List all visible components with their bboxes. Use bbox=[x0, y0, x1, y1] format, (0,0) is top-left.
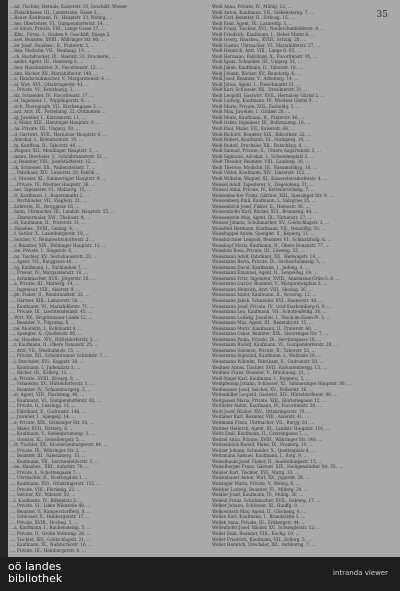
directory-entry: Weiß Johann, Bäcker, XV., Reindorfg. 6, … bbox=[212, 70, 302, 76]
directory-entry: Weiß Paul, Maler, VII., Kaiserstr. 68, … bbox=[212, 126, 295, 132]
logo-line-2: bibliothek bbox=[8, 572, 63, 585]
directory-entry: …rg, Kaufmann, I., Tuchlauben 7, … bbox=[10, 264, 88, 270]
directory-entry: Weitner Heinrich, Agent, III., Landstr. Hauptstr. 101, … bbox=[212, 425, 331, 431]
directory-entry: …Hausbes., XVIII., Gentzg. 4, … bbox=[10, 225, 79, 231]
directory-entry: …ise, Private, I., Singerstr. 6, … bbox=[10, 248, 78, 254]
directory-entry: …l, Drechsler, XVI., Koppstr. 30, … bbox=[10, 359, 85, 364]
directory-entry: …Wagner, XII., Meidlinger Hauptstr. 3, … bbox=[10, 148, 99, 154]
directory-entry: Weiß Robert, Kaufmann, VI., Stumperg. 14, … bbox=[212, 137, 311, 143]
directory-entry: …, Kaufmann, VI., Mariahilferstr. 71, … bbox=[10, 303, 95, 309]
directory-entry: …, Gärtner, XIII., Lainzerstr. 18, … bbox=[10, 297, 84, 303]
directory-entry: Weiß Max, Juwelier, I., Graben 26, … bbox=[212, 109, 291, 115]
directory-entry: …, Uhrmacher, II., Nestroyplatz 1, … bbox=[10, 475, 89, 481]
directory-entry: Weitenhiller Leopold, Gastwirt, XIV., Hütteldorferstr. 90, … bbox=[212, 392, 338, 398]
directory-entry: …, Kaufmann, VI., Gumpendorferstr. 82, … bbox=[10, 397, 102, 403]
directory-entry: Weissmann David, Kaufmann, I., Judeng. 4, … bbox=[212, 264, 310, 270]
directory-entry: …ph, Fiaker, II., Rembrandtstr. 33, … bbox=[10, 292, 90, 298]
directory-entry: Weiß Friedrich, Kaufmann, I., Hoher Markt 8, … bbox=[212, 31, 315, 37]
directory-entry: Weissfeld Hermann, Kaufmann, VII., Neustiftg. 50, … bbox=[212, 225, 326, 231]
directory-entry: …, Maler, XVII., Rötzerg. 6, … bbox=[10, 425, 74, 431]
directory-entry: …, Private, VIII., Florianig. 22, … bbox=[10, 486, 81, 492]
directory-entry: Weissmann Jakob, Schneider, XVI., Hasnerstr. 40, … bbox=[212, 297, 323, 303]
directory-entry: …Bauer, Kaufmann, IV., Hauptstr. 23, Wohng., … bbox=[10, 15, 114, 21]
directory-entry: Weiß Emil, Agent, IX., Lazarettg. 3, … bbox=[212, 20, 293, 26]
directory-entry: Weiß Moriz, Kaufmann, II., Praterstr. 46, … bbox=[212, 114, 305, 120]
directory-entry: …a, Kaufmann, I., Rauhensteing. 5, … bbox=[10, 525, 91, 531]
directory-entry: …, Private, VI., Linke Wienzeile 48, … bbox=[10, 503, 91, 509]
directory-entry: Weissenhofer Karl, Bäcker, XVI., Brunneng. 44, … bbox=[212, 209, 319, 215]
directory-entry: Weissmann Paula, Private, IX., Servitengasse 18, … bbox=[212, 336, 322, 342]
directory-entry: …ne, Modistin, I., Kohlmarkt 4, … bbox=[10, 325, 83, 331]
directory-entry: …, Schneider, XV., Hütteldorferstr. 1, … bbox=[10, 381, 95, 387]
directory-entry: …Selcher, V., Reinprechtsdorferstr. 2, … bbox=[10, 236, 96, 242]
directory-entry: Weixler Karl, Tischler, XVI., Wattg. 33, … bbox=[212, 469, 300, 475]
directory-entry: Weissmann Oskar, Beamter, XIX., Sieveringer Str. 7, … bbox=[212, 331, 329, 337]
directory-entry: Wellan Karl, Kaufmann, I., Brandstätte 3, … bbox=[212, 514, 306, 520]
directory-entry: Weissmann Adolf, Fabrikant, XX., Hellwagstr. 14, … bbox=[212, 253, 322, 259]
viewer-name: intranda viewer bbox=[333, 569, 388, 577]
directory-entry: Weissmann Emanuel, Agent, II., Leopoldsg. 19, … bbox=[212, 270, 318, 276]
logo-line-1: oö landes bbox=[8, 560, 62, 573]
directory-entry: …Fleischhauer, III., Landstraße, Gasse 5, … bbox=[10, 9, 104, 15]
directory-entry: Wellenhofer Josef, Bäcker, XV., Schweglerstr. 12, … bbox=[212, 525, 321, 531]
directory-entry: …, Zimmermaler, XVI., Thaliastr. 8, … bbox=[10, 214, 91, 220]
directory-entry: Weiß Viktor, Kaufmann, XIV., Linzerstr. 112, … bbox=[212, 170, 311, 176]
directory-entry: …ssel, Beamter, XVIII., Währinger Str. 60, … bbox=[10, 37, 105, 43]
directory-entry: Welebil Franz, Schuhmacher, XVII., Geblerg. 17, … bbox=[212, 497, 321, 503]
directory-entry: Weiß Franz, Tischler, XVI., Neulerchenfelderstr. 4, … bbox=[212, 26, 325, 32]
directory-entry: Weiß Ignaz, Schneider, III., Ungarg. 51, … bbox=[212, 59, 302, 65]
directory-entry: Weller Heinrich, Drechsler, XII., Aichhorng. 7, … bbox=[212, 542, 316, 548]
directory-entry: Weitzenböck Rudolf, Maler, IX., Pramerg. 10, … bbox=[212, 442, 314, 448]
directory-entry: Weissenstein Max, Agent, IX., Türkenstr. 27, … bbox=[212, 214, 313, 220]
directory-entry: …, Agent, VII., Burggasse 40, … bbox=[10, 259, 79, 265]
directory-entry: …Kfm., Firma, I., Graben 9, Geschäft, Stiege 2, bbox=[10, 31, 111, 37]
directory-entry: Weißner Franz, Beamter, V., Bräuhausg. 21, … bbox=[212, 370, 311, 376]
directory-entry: Weissmann Max, Agent, III., Radetzkystr. 15, … bbox=[212, 320, 314, 326]
directory-entry: Weiß Julius, Agent, I., Fleischmarkt 11, … bbox=[212, 81, 301, 87]
directory-entry: Weiß Georg, Hausbes., XVIII., Schulg. 20, … bbox=[212, 37, 307, 43]
directory-entry: …l, Kaufmann, IV., Rilkeplatz 2, … bbox=[10, 497, 83, 503]
directory-entry: Weisshappel Anton, Spengler, X., Keplerg. 11, … bbox=[212, 231, 315, 237]
directory-entry: …hann, Uhrmacher, III., Landstr. Hauptstr. 55, … bbox=[10, 209, 115, 215]
directory-entry: Weiß Josef, Beamter, V., Arbeiterg. 14, … bbox=[212, 76, 299, 82]
directory-entry: Weissel Adolf, Tapezierer, V., Ziegelofeng. 21, … bbox=[212, 181, 314, 187]
library-logo[interactable] bbox=[8, 561, 62, 585]
directory-entry: Weisslein Rosa, Private, III., Löweng. 23, … bbox=[212, 248, 305, 254]
directory-entry: …, Private, XVIII., Hockeg. 3, … bbox=[10, 519, 79, 525]
directory-entry: Weithofer Anton, Kaufmann, IV., Favoritenstr. 30, … bbox=[212, 403, 323, 409]
directory-entry: Weixelberger Franz, Gärtner, XIX., Heiligenstädter Str. 55, … bbox=[212, 464, 343, 470]
directory-entry: …, Kaufmann, XVI., Ottakringerstr. 112, … bbox=[10, 481, 101, 487]
directory-entry: Weiß Ludwig, Kaufmann, IV., Wiedner Gürtel 9, … bbox=[212, 98, 319, 104]
directory-entry: Weiß Samuel, Private, II., Untere Augartenstr. 3, … bbox=[212, 148, 322, 154]
directory-entry: …, Kaufmann, VII., Lerchenfelderstr. 1, … bbox=[10, 458, 100, 464]
directory-entry: …ner, Oberlehrer, VI., Gumpendorferstr. 14, … bbox=[10, 20, 110, 26]
directory-entry: Weisskirchner Leopold, Beamter, VI., Schmalzhofg. 6, … bbox=[212, 236, 332, 242]
directory-entry: Weiß Karl, Schlosser, XX., Dresdnerstr. 31, … bbox=[212, 87, 309, 93]
directory-entry: …ler Josef, Hausbes., II., Praterstr. 5, … bbox=[10, 42, 95, 48]
directory-entry: …el Anton, Private, VIII., Lange Gasse 27, … bbox=[10, 26, 106, 32]
directory-entry: …Lehrerin, IX., Berggasse 16, … bbox=[10, 203, 80, 209]
directory-entry: Weiß Jakob, Kaufmann, II., Taborstr. 18, … bbox=[212, 65, 303, 71]
directory-entry: Weissmann Moriz, Kaufmann, II., Praterstr. 60, … bbox=[212, 325, 318, 331]
directory-entry: Wellek Anna, Private, III., Erdbergstr. 44, … bbox=[212, 519, 306, 525]
directory-entry: …t, Greisler, XI., Simmeringer Hauptstr. 9, … bbox=[10, 175, 107, 181]
directory-entry: …, Beamter, V., Pilgramg. 8, … bbox=[10, 320, 76, 326]
directory-entry: …Advokat, I., Rotenturmstr. 19, … bbox=[10, 137, 83, 143]
directory-entry: …, Friseur, IV., Margaretenstr. 10, … bbox=[10, 270, 89, 276]
directory-entry: Weiß Hermann, Fabrikant, X., Favoritenstr. 95, … bbox=[212, 53, 318, 59]
directory-entry: …z, Maler, XIII., Hietzinger Hauptstr. 9, … bbox=[10, 120, 101, 126]
directory-entry: Weissmann Salomon, Private, II., Taborstr. 52, … bbox=[212, 347, 316, 353]
directory-entry: Weissmann Leo, Kaufmann, VII., Schottenfeldg. 36, … bbox=[212, 309, 327, 315]
directory-entry: …nz, Tischler, XV., Sechshauserstr. 23, … bbox=[10, 253, 98, 259]
directory-entry: …mer, Hausbesitzer, X., Favoritenstr. 12, … bbox=[10, 65, 103, 71]
directory-entry: …, Kaufmann, V., Siebenbrunneng. 3, … bbox=[10, 431, 95, 437]
directory-entry: Weller Friedrich, Kaufmann, VII., Zollerg. 5, … bbox=[212, 536, 312, 542]
directory-entry: Weixelbaum Josef, Fiaker, II., Ausstellungsstr. 15, … bbox=[212, 458, 323, 464]
directory-entry: …ig, Juwelier, I., Kärntnerstr. 11, … bbox=[10, 114, 86, 120]
directory-entry: Weiß Leopold, Gastwirt, XVII., Hernalser Gürtel 2, … bbox=[212, 92, 325, 98]
directory-entry: …, Beamter, V., Ramperstorfferg. 9, … bbox=[10, 508, 92, 514]
directory-entry: …st, Agent, VIII., Piaristeng. 40, … bbox=[10, 392, 85, 398]
viewer-footer bbox=[0, 557, 400, 591]
scanned-page bbox=[8, 0, 400, 557]
directory-entry: Weiß Marie, Private, XIII., Fasholdg. 5, … bbox=[212, 103, 301, 109]
directory-entry: …rl, Kaufmann, I., Bauernmarkt 2, … bbox=[10, 192, 90, 198]
directory-entry: Welcker Ludwig, Beamter, VI., Millerg. 24, … bbox=[212, 486, 309, 492]
directory-entry: …z, Beamter, VIII., Josefstädterstr. 12, … bbox=[10, 159, 98, 165]
directory-entry: Weissmann Josef, Private, IV., Graf-Starhemberg-G. 9, … bbox=[212, 303, 332, 309]
directory-entry: …, Private, I., Schottengasse 7, … bbox=[10, 469, 83, 475]
directory-entry: …, Ingenieur, VIII., Alserstr. 9, … bbox=[10, 286, 81, 292]
directory-entry: …er, Ingenieur, I., Wipplingerstr. 8, … bbox=[10, 98, 91, 104]
directory-entry: Weldler Josef, Kaufmann, IV., Mühlg. 30, … bbox=[212, 492, 304, 498]
directory-entry: …d, Gastwirt, XVII., Hernalser Hauptstr. 6, … bbox=[10, 131, 108, 137]
directory-entry: Weiß Rudolf, Drechsler, XII., Ratschkyg. 8, … bbox=[212, 142, 309, 148]
directory-entry: …ta, Kauffrau, II., Taborstr. 44, … bbox=[10, 142, 82, 148]
directory-entry: …el, Kaufmann, II., Praterstr. 31, … bbox=[10, 220, 87, 226]
directory-entry: …f, Sattler, X., Laxenburgerstr. 19, … bbox=[10, 231, 90, 237]
directory-entry: …, Beamter, IV., Schaumburgerg. 5, … bbox=[10, 386, 92, 392]
directory-entry: …el, Wirt, XVI., Ottakringerstr. 41, … bbox=[10, 81, 90, 87]
directory-entry: …lein, Modistin, VII., Neubaug. 19, … bbox=[10, 48, 91, 54]
directory-entry: …a, Private, XVIII., Kreuzg. 9, … bbox=[10, 375, 80, 381]
directory-entry: …mann, Drechsler, V., Schönbrunnerstr. 52, … bbox=[10, 153, 109, 159]
directory-entry: …, Beamter, III., Salesianerg. 13, … bbox=[10, 453, 87, 459]
directory-entry: …Wirt, XX., Brigittenauer Lände 12, … bbox=[10, 314, 93, 320]
directory-entry: …itz, Schneider, IV., Favoritenstr. 17, … bbox=[10, 92, 95, 98]
directory-entry: Weissmann Gustav, Beamter, V., Margaretenplatz 3, … bbox=[212, 281, 328, 287]
directory-entry: …rich, Photograph, VII., Kirchengasse 3, … bbox=[10, 103, 103, 109]
directory-entry: …, Fabrikant, X., Gudrunstr. 146, … bbox=[10, 408, 87, 414]
directory-entry: Weitzel Anna, Private, XVIII., Währinger Str. 140, … bbox=[212, 436, 323, 442]
directory-entry: Weiß Wilhelm, Wagner, XI., Kaiserebersdorferstr. 4, … bbox=[212, 175, 328, 181]
directory-entry: …, Selcher, XV., Märzstr. 50, … bbox=[10, 492, 76, 498]
directory-entry: Weissel Anna, Private, IV., Kettenbrückeng. 7, … bbox=[212, 187, 315, 193]
directory-entry: …, Arzt, VII., Westbahnstr. 15, … bbox=[10, 347, 80, 353]
directory-entry: Welkowitsch Max, Agent, II., Glockeng. 6, … bbox=[212, 508, 307, 514]
directory-entry: Weizinger Maria, Private, V., Wehrg. 8, … bbox=[212, 481, 300, 487]
right-column bbox=[212, 4, 382, 548]
directory-entry: Weisskopf Moriz, Kaufmann, II., Obere Donaustr. 77, … bbox=[212, 242, 330, 248]
directory-entry: Weiß Oskar, Ingenieur, IX., Boltzmanng. 10, … bbox=[212, 120, 311, 126]
directory-entry: …, Greisler, XI., Geiselbergstr. 5, … bbox=[10, 436, 86, 442]
directory-entry: Weiß Gustav, Uhrmacher, VI., Mariahilferstr. 27, … bbox=[212, 42, 321, 48]
directory-entry: …, Bäcker, III., Kollerg. 12, … bbox=[10, 370, 74, 376]
directory-entry: …, Private, XII., Schönbrunner Schloßstr. 7, … bbox=[10, 353, 109, 359]
directory-entry: …, Kaufmann, I., Judenplatz 3, … bbox=[10, 364, 81, 370]
left-column bbox=[10, 4, 188, 553]
directory-entry: …e, Private, XIX., Grinzinger Str. 20, … bbox=[10, 420, 94, 426]
directory-entry: …ch, Buchdrucker, IX., Alserstr. 33, Druckerei, … bbox=[10, 53, 116, 59]
directory-entry: …rt, Tischler, XX., Klosterneuburgerstr. 84, … bbox=[10, 442, 108, 448]
directory-entry: …, Private, II., Lessingg. 11, … bbox=[10, 403, 76, 409]
directory-entry: …nz, Hausbes., XIV., Hütteldorferstr. 3, … bbox=[10, 336, 100, 342]
directory-entry: Weiß Carl, Beamter, II., Zirkusg. 15, … bbox=[212, 15, 295, 21]
directory-entry: …t, Kaufmann, II., Obere Donaustr. 25, … bbox=[10, 342, 99, 348]
directory-entry: Weißpfennig Johann, Schlosser, XI., Simmeringer Hauptstr. 80, … bbox=[212, 381, 352, 387]
page-number: 35 bbox=[376, 10, 388, 20]
directory-entry: Weissenberg Emil, Kaufmann, I., Salzgries 15, … bbox=[212, 198, 316, 204]
directory-entry: …, Private, II., Große Mohreng. 28, … bbox=[10, 530, 91, 536]
directory-entry: Weisser Johann, Schuhmacher, XV., Goldschlagstr. 3, … bbox=[212, 220, 330, 226]
directory-entry: …a, Handschuhmacher, V., Margaretenstr. 4, … bbox=[10, 76, 111, 82]
directory-entry: Weiß Theodor, Beamter, VIII., Laudong. 30, … bbox=[212, 159, 310, 165]
directory-entry: Weitl Josef, Bäcker, XVI., Ottakringerstr. 70, … bbox=[212, 408, 312, 414]
directory-entry: …a, Private, III., Marxerg. 14, … bbox=[10, 281, 80, 287]
directory-entry: Weissmann Berta, Private, IX., Sechsschimmelg. 5, … bbox=[212, 259, 326, 265]
directory-entry: …, Juwelier, I., Spiegelg. 14, … bbox=[10, 414, 76, 420]
directory-entry: …ander, Agent, III., Rennweg 8, … bbox=[10, 59, 84, 65]
directory-entry: Weißner Anton, Tischler, XVII., Kalvarienbergg. 13, … bbox=[212, 364, 327, 370]
directory-entry: Weiß Therese, Modistin, III., Rasumofskyg. 16, … bbox=[212, 164, 318, 170]
directory-entry: Weller Emil, Beamter, VIII., Kochg. 19, … bbox=[212, 530, 300, 536]
directory-entry: Weissmann Wilhelm, Fabrikant, X., Gudrunstr. 50, … bbox=[212, 359, 324, 364]
directory-entry: …nd, Tischler, Hernals, Kaiserstr. 10, Geschäft, Wiener bbox=[10, 4, 128, 9]
directory-entry: …, Private, III., Hainburgerstr. 4, … bbox=[10, 547, 86, 553]
directory-entry: …, Spengler, X., Quellenstr. 60, … bbox=[10, 331, 82, 337]
directory-entry: Weitmann Franz, Uhrmacher, VII., Burgg. 81, … bbox=[212, 420, 315, 426]
directory-entry: …ik, Schlosser, XX., Wallensteinstr. 7, … bbox=[10, 164, 96, 170]
directory-entry: Weiß Anna, Private, IV., Mühlg. 12, … bbox=[212, 4, 292, 9]
directory-entry: Welker Johann, Schlosser, XI., Hauffg. 9, … bbox=[212, 503, 304, 509]
directory-entry: Weissenbacher Franz, Gärtner, XIII., Speisinger Str. 9, … bbox=[212, 192, 334, 198]
directory-entry: …, Private, VI., Esterhazyg. 2, … bbox=[10, 87, 80, 93]
directory-entry: …, Kaufmann, IX., Nußdorferstr. 16, … bbox=[10, 542, 93, 548]
directory-entry: Weiß Sigmund, Advokat, I., Schwedenplatz 2, … bbox=[212, 153, 315, 159]
directory-entry: …, Private, IV., Wiedner Hauptstr. 36, … bbox=[10, 181, 96, 187]
directory-entry: Weißwasser Josef, Selcher, XV., Felberstr. 16, … bbox=[212, 386, 314, 392]
directory-entry: Weitgasser Maria, Private, XIII., Gloriettegasse 12, … bbox=[212, 397, 327, 403]
directory-entry: Weissmann Heinrich, Arzt, VIII., Skodag. 26, … bbox=[212, 286, 313, 292]
directory-entry: Weissmann Ludwig, Juwelier, I., Stock-im-Eisen-Pl. 3, … bbox=[212, 314, 331, 320]
directory-entry: …r, Beamter, XIX., Döblinger Hauptstr. 11, … bbox=[10, 242, 107, 248]
directory-entry: Weissmann Rudolf, Kaufmann, VI., Gumpendorferstr. 20, … bbox=[212, 342, 339, 348]
directory-entry: …nn, Hausbes., XIII., Auhofstr. 70, … bbox=[10, 464, 90, 470]
directory-entry: …, Private, IX., Liechtensteinstr. 45, … bbox=[10, 309, 93, 315]
directory-entry: Weiß-Nagel Karl, Kaufmann, I., Bognerg. 5, … bbox=[212, 375, 310, 381]
directory-entry: …na, Private, III., Ungarg. 30, … bbox=[10, 126, 80, 132]
directory-entry: …ard, Arzt, IX., Porzellang. 22, Ordination … bbox=[10, 109, 106, 115]
directory-entry: Weiß Anton, Kaufmann, VII., Siebensterng. 7, … bbox=[212, 9, 315, 15]
directory-entry: Weitzmann Samuel, Kaufmann, I., Rotg. 9, … bbox=[212, 453, 308, 459]
directory-entry: …, Private, IX., Währinger Str. 2, … bbox=[10, 447, 86, 453]
directory-entry: …, Fabrikant, XIV., Linzerstr. 28, Fabrik … bbox=[10, 170, 100, 176]
directory-entry: …, Tischler, XIV., Goldschlagstr. 21, … bbox=[10, 536, 91, 542]
directory-entry: Weiß Richard, Beamter, XIX., Billrothstr. 22, … bbox=[212, 131, 312, 137]
directory-entry: …ann, Bäcker, XV., Mariahilferstr. 140, … bbox=[10, 70, 99, 76]
directory-entry: Weitlaner Karl, Beamter, VIII., Alserstr. 41, … bbox=[212, 414, 310, 420]
directory-entry: Weissenböck Josef, Fiaker, II., Heinestr. 38, … bbox=[212, 203, 310, 209]
directory-entry: …ner, Tapezierer, VI., Mollardg. 15, … bbox=[10, 187, 92, 193]
directory-entry: Weitz Emil, Kaufmann, II., Czerningasse 7, … bbox=[212, 431, 309, 437]
directory-entry: Weitzer Johann, Schneider, X., Quellenplatz 4, … bbox=[212, 447, 316, 453]
directory-entry: Weizenbauer Anton, Wirt, XX., Jägerstr. 28, … bbox=[212, 475, 310, 481]
directory-entry: Weiß Heinrich, Arzt, VIII., Lange G. 63, … bbox=[212, 48, 302, 54]
directory-entry: …, Buchbinder, VII., Zieglerg. 21, … bbox=[10, 198, 87, 204]
directory-entry: Weissmann Isidor, Kaufmann, II., Novarag. 12, … bbox=[212, 292, 317, 298]
directory-entry: Weissmann Fritz, Ingenieur, XVIII., Anastasius-Grün-G. 8, … bbox=[212, 275, 340, 281]
directory-entry: …, Schlosser, X., Himbergerstr. 17, … bbox=[10, 514, 91, 520]
directory-entry: …, Schuhmacher, XVII., Jörgerstr. 26, … bbox=[10, 275, 96, 281]
directory-entry: Weissmann Sigmund, Kaufmann, I., Wollzeile 29, … bbox=[212, 353, 322, 359]
